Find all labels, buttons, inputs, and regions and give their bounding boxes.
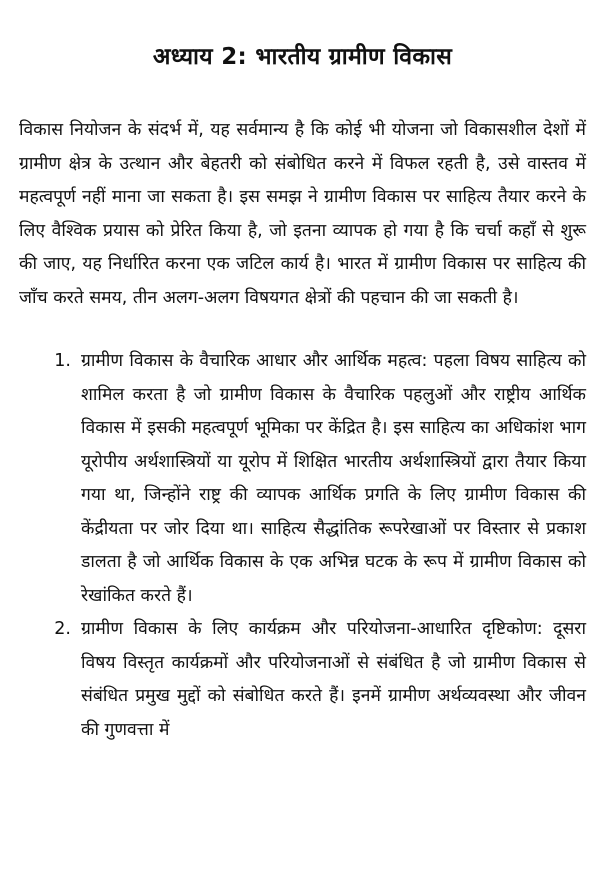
chapter-title: अध्याय 2: भारतीय ग्रामीण विकास xyxy=(152,44,453,70)
numbered-list xyxy=(19,345,586,747)
list-item-number: 1. xyxy=(54,351,71,371)
list-item-text: ग्रामीण विकास के लिए कार्यक्रम और परियोजना-आधारित दृष्टिकोण: दूसरा विषय विस्तृत कार्यक्रमों और परियोजनाओं से संबंधित है जो ग्रामीण विकास से संबंधित प्रमुख मुद्दों को संबोधित करते हैं। इनमें ग्रामीण अर्थव्यवस्था और जीवन की गुणवत्ता में xyxy=(81,619,586,740)
list-item xyxy=(19,345,586,613)
list-item xyxy=(19,613,586,747)
list-item-number: 2. xyxy=(54,619,71,639)
intro-paragraph: विकास नियोजन के संदर्भ में, यह सर्वमान्य है कि कोई भी योजना जो विकासशील देशों में ग्रामीण क्षेत्र के उत्थान और बेहतरी को संबोधित करने में विफल रहती है, उसे वास्तव में महत्वपूर्ण नहीं माना जा सकता है। इस समझ ने ग्रामीण विकास पर साहित्य तैयार करने के लिए वैश्विक प्रयास को प्रेरित किया है, जो इतना व्यापक हो गया है कि चर्चा कहाँ से शुरू की जाए, यह निर्धारित करना एक जटिल कार्य है। भारत में ग्रामीण विकास पर साहित्य की जाँच करते समय, तीन अलग-अलग विषयगत क्षेत्रों की पहचान की जा सकती है। xyxy=(19,120,586,308)
list-item-text: ग्रामीण विकास के वैचारिक आधार और आर्थिक महत्व: पहला विषय साहित्य को शामिल करता है जो ग्रामीण विकास के वैचारिक पहलुओं और राष्ट्रीय आर्थिक विकास में इसकी महत्वपूर्ण भूमिका पर केंद्रित है। इस साहित्य का अधिकांश भाग यूरोपीय अर्थशास्त्रियों या यूरोप में शिक्षित भारतीय अर्थशास्त्रियों द्वारा तैयार किया गया था, जिन्होंने राष्ट्र की व्यापक आर्थिक प्रगति के लिए ग्रामीण विकास की केंद्रीयता पर जोर दिया था। साहित्य सैद्धांतिक रूपरेखाओं पर विस्तार से प्रकाश डालता है जो आर्थिक विकास के एक अभिन्न घटक के रूप में ग्रामीण विकास को रेखांकित करते हैं। xyxy=(81,351,586,606)
